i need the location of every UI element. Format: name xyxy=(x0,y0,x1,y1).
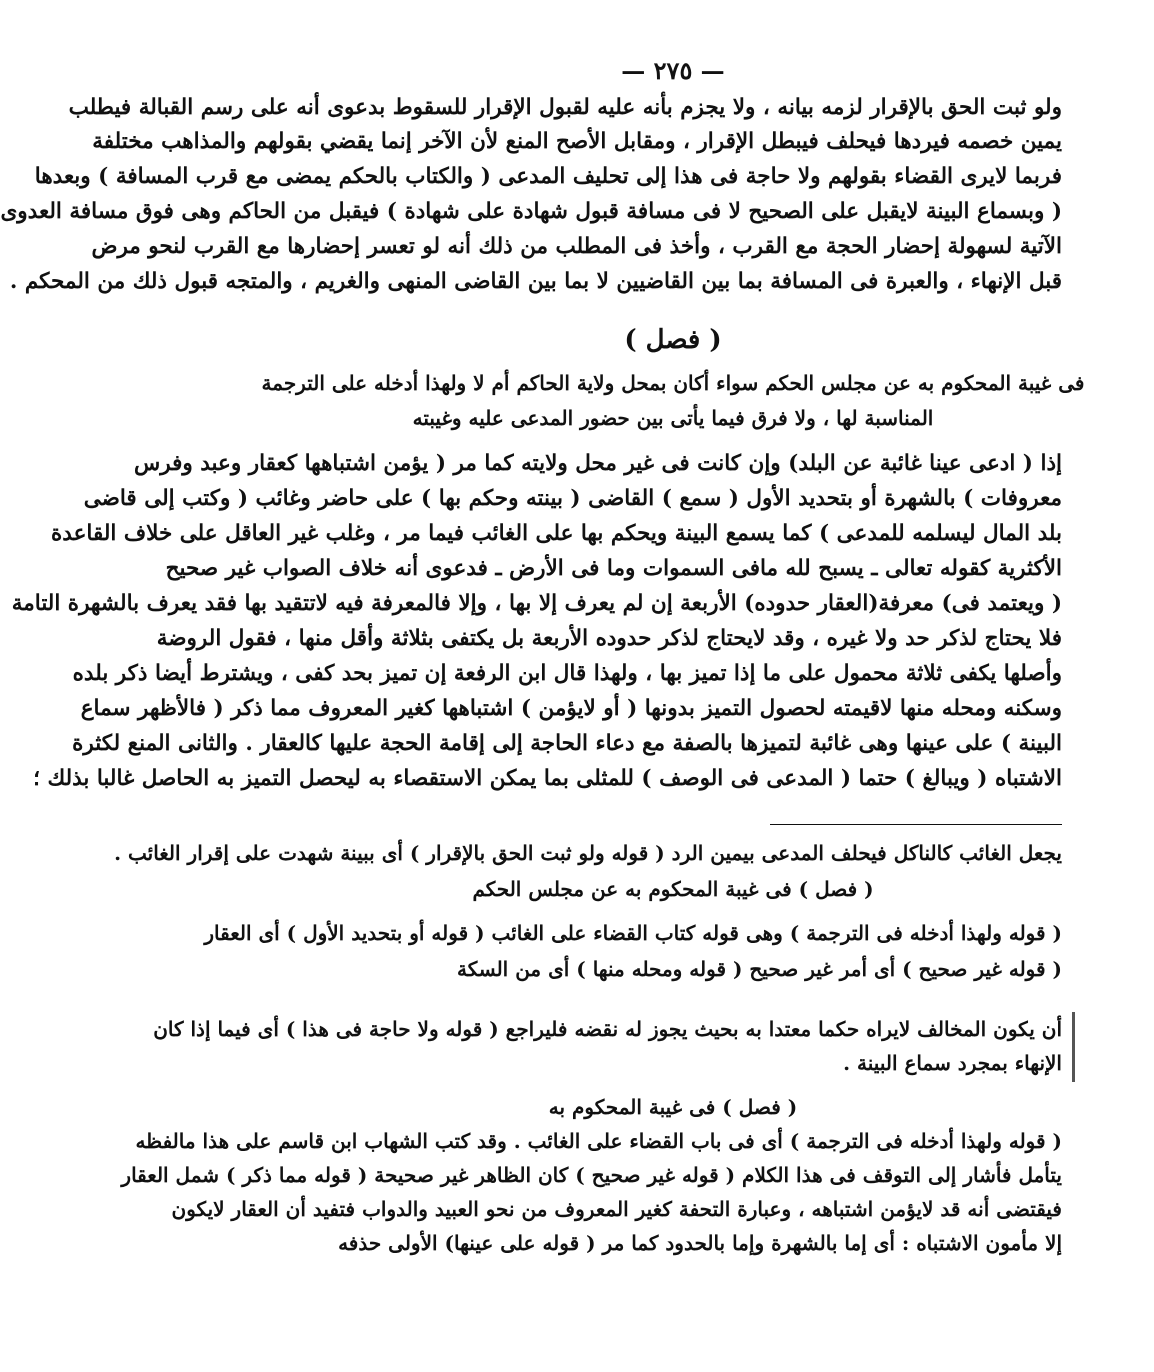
text-line: قبل الإنهاء ، والعبرة فى المسافة بما بين القاضيين لا بما بين القاضى المنهى والغريم ، والمتجه قبول ذلك من المحكم . xyxy=(9,269,1062,294)
text-line: يمين خصمه فيردها فيحلف فيبطل الإقرار ، ومقابل الأصح المنع لأن الآخر إنما يقضي بقولهم والمذاهب مختلفة xyxy=(92,129,1062,154)
footnote-line: الإنهاء بمجرد سماع البينة . xyxy=(843,1051,1062,1075)
page-number: — ٢٧٥ — xyxy=(621,56,725,85)
footnote-line: ( قوله ولهذا أدخله فى الترجمة ) أى فى باب القضاء على الغائب . وقد كتب الشهاب ابن قاسم على هذا مالفظه xyxy=(135,1129,1062,1153)
text-line: الآتية لسهولة إحضار الحجة مع القرب ، وأخذ فى المطلب من ذلك أنه لو تعسر إحضارها مع القرب لنحو مرض xyxy=(91,234,1062,259)
text-line: معروفات ) بالشهرة أو بتحديد الأول ( سمع ) القاضى ( بينته وحكم بها ) على حاضر وغائب ( وكتب إلى قاضى xyxy=(83,486,1062,511)
section-heading: ( فصل ) xyxy=(624,325,722,355)
margin-bar xyxy=(1072,1012,1075,1082)
footnote-line: يتأمل فأشار إلى التوقف فى هذا الكلام ( قوله غير صحيح ) كان الظاهر غير صحيحة ( قوله مما ذكر ) شمل العقار xyxy=(121,1163,1062,1187)
footnote-line: يجعل الغائب كالناكل فيحلف المدعى بيمين الرد ( قوله ولو ثبت الحق بالإقرار ) أى ببينة شهدت على إقرار الغائب . xyxy=(114,841,1062,865)
text-line: ( وبسماع البينة لايقبل على الصحيح لا فى مسافة قبول شهادة على شهادة ) فيقبل من الحاكم وهى فوق مسافة العدوى xyxy=(0,199,1062,224)
text-line: الأكثرية كقوله تعالى ـ يسبح لله مافى السموات وما فى الأرض ـ فدعوى أنه خلاف الصواب غير صحيح xyxy=(165,556,1062,581)
text-line: ولو ثبت الحق بالإقرار لزمه بيانه ، ولا يجزم بأنه عليه لقبول الإقرار للسقوط بدعوى أنه على رسم القبالة فيطلب xyxy=(68,95,1062,120)
section-subtitle: فى غيبة المحكوم به عن مجلس الحكم سواء أكان بمحل ولاية الحاكم أم لا ولهذا أدخله على الترجمة xyxy=(261,371,1085,395)
text-line: ( ويعتمد فى) معرفة(العقار حدوده) الأربعة إن لم يعرف إلا بها ، وإلا فالمعرفة فيه لاتتقيد بها فقد يعرف بالشهرة التامة xyxy=(11,591,1062,616)
text-line: وأصلها يكفى ثلاثة محمول على ما إذا تميز بها ، ولهذا قال ابن الرفعة إن تميز بحد كفى ، ويشترط أيضا ذكر بلده xyxy=(72,661,1062,686)
footnote-line: فيقتضى أنه قد لايؤمن اشتباهه ، وعبارة التحفة كغير المعروف من نحو العبيد والدواب فتفيد أن العقار لايكون xyxy=(171,1197,1062,1221)
footnote-separator xyxy=(770,824,1062,825)
text-line: الاشتباه ( ويبالغ ) حتما ( المدعى فى الوصف ) للمثلى بما يمكن الاستقصاء به ليحصل التميز به الحاصل غالبا بذلك ؛ xyxy=(33,766,1062,791)
footnote-heading: ( فصل ) فى غيبة المحكوم به xyxy=(548,1095,798,1119)
text-line: وسكنه ومحله منها لاقيمته لحصول التميز بدونها ( أو لايؤمن ) اشتباهها كغير المعروف مما ذكر ( فالأظهر سماع xyxy=(80,696,1062,721)
section-subtitle: المناسبة لها ، ولا فرق فيما يأتى بين حضور المدعى عليه وغيبته xyxy=(412,406,934,430)
text-line: فربما لايرى القضاء بقولهم ولا حاجة فى هذا إلى تحليف المدعى ( والكتاب بالحكم يمضى مع قرب المسافة ) وبعدها xyxy=(34,164,1062,189)
footnote-line: ( قوله ولهذا أدخله فى الترجمة ) وهى قوله كتاب القضاء على الغائب ( قوله أو بتحديد الأول ) أى العقار xyxy=(204,921,1062,945)
footnote-line: أن يكون المخالف لايراه حكما معتدا به بحيث يجوز له نقضه فليراجع ( قوله ولا حاجة فى هذا ) أى فيما إذا كان xyxy=(153,1017,1062,1041)
footnote-line: ( قوله غير صحيح ) أى أمر غير صحيح ( قوله ومحله منها ) أى من السكة xyxy=(456,957,1062,981)
text-line: فلا يحتاج لذكر حد ولا غيره ، وقد لايحتاج لذكر حدوده الأربعة بل يكتفى بثلاثة وأقل منها ، فقول الروضة xyxy=(156,626,1062,651)
footnote-heading: ( فصل ) فى غيبة المحكوم به عن مجلس الحكم xyxy=(472,877,874,901)
text-line: البينة ) على عينها وهى غائبة لتميزها بالصفة مع دعاء الحاجة إلى إقامة الحجة عليها كالعقار . والثانى المنع لكثرة xyxy=(72,731,1062,756)
text-line: بلد المال ليسلمه للمدعى ) كما يسمع البينة ويحكم بها على الغائب فيما مر ، وغلب غير العاقل على خلاف القاعدة xyxy=(51,521,1062,546)
text-line: إذا ( ادعى عينا غائبة عن البلد) وإن كانت فى غير محل ولايته كما مر ( يؤمن اشتباهها كعقار وعبد وفرس xyxy=(134,451,1062,476)
footnote-line: إلا مأمون الاشتباه : أى إما بالشهرة وإما بالحدود كما مر ( قوله على عينها) الأولى حذفه xyxy=(338,1231,1062,1255)
